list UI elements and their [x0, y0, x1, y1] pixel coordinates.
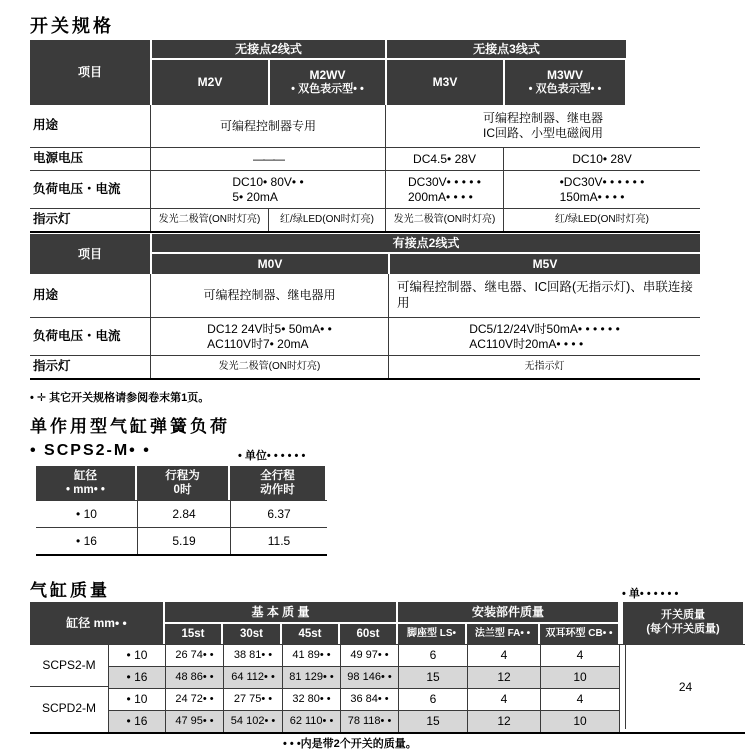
bore-value: • 10 [76, 506, 97, 521]
bore-value: • 10 [108, 645, 165, 666]
load-m3v [385, 171, 503, 208]
use-3wire-line1: 可编程控制器、继电器 [482, 111, 603, 125]
t1-col-m3v: M3V [387, 60, 503, 105]
spring-unit-label: • 单位• • • • • • [238, 450, 306, 462]
use-m0v: 可编程控制器、继电器用 [150, 274, 388, 317]
load-2wire-line1: DC10• 80V• • [232, 174, 304, 189]
mass-row-scps2-10 [108, 645, 620, 667]
t1-group-3wire: 无接点3线式 [387, 40, 626, 58]
use-2wire: 可编程控制器专用 [150, 105, 385, 147]
fullstroke-value: 6.37 [230, 501, 327, 527]
mass-col-flange: 法兰型 FA• • [467, 624, 538, 644]
load-m3wv-line2: 150mA• • • • [559, 189, 625, 204]
mass-row-scpd2-16 [108, 711, 620, 732]
mass-value: 78 118• • [340, 711, 398, 732]
load-m3wv-line1: •DC30V• • • • • • [559, 174, 645, 189]
mass-value: 24 72• • [165, 689, 223, 710]
spring-col-stroke0 [137, 466, 228, 500]
t1-row-use [30, 105, 700, 147]
use-3wire [385, 105, 700, 147]
ind-m3v: 发光二极管(ON时灯亮) [385, 209, 503, 231]
spring-table-header [36, 466, 327, 500]
mass-table-body [30, 644, 745, 734]
bore-header-line1: 缸径 [73, 469, 97, 482]
mass-value: 12 [467, 711, 540, 732]
ind-m2v: 发光二极管(ON时灯亮) [150, 209, 268, 231]
spring-model-label: • SCPS2-M• • [30, 442, 151, 459]
mass-value: 15 [398, 711, 467, 732]
m2wv-name: M2WV [309, 68, 346, 83]
bore-value: • 16 [76, 533, 97, 548]
t1-item-header: 项目 [30, 40, 150, 105]
mass-value: 4 [540, 645, 620, 666]
t1-row-indicator [30, 208, 700, 233]
load-m5v-line2: AC110V时20mA• • • • [469, 336, 584, 351]
t2-col-m0v: M0V [152, 254, 388, 274]
mass-value: 6 [398, 689, 467, 710]
model-scpd2-m: SCPD2-M [41, 700, 96, 715]
spring-load-table [36, 466, 327, 556]
mass-value: 98 146• • [340, 667, 398, 688]
ind-m5v: 无指示灯 [388, 356, 700, 378]
mass-value: 36 84• • [340, 689, 398, 710]
fullstroke-header-line2: 动作时 [260, 484, 295, 496]
switch-spec-footnote: • ✛ 其它开关规格请参阅卷末第1页。 [30, 392, 210, 404]
t2-col-m5v: M5V [390, 254, 700, 274]
m3wv-name: M3WV [546, 68, 583, 83]
psv-m3wv: DC10• 28V [503, 148, 700, 170]
bore-value: • 16 [108, 667, 165, 688]
mass-value: 26 74• • [165, 645, 223, 666]
mass-value: 49 97• • [340, 645, 398, 666]
section-title-spring-load: 单作用型气缸弹簧负荷 [30, 417, 230, 436]
t2-row-load [30, 317, 700, 355]
spring-row-16 [36, 528, 327, 554]
load-m0v-line1: DC12 24V时5• 50mA• • [207, 321, 332, 336]
psv-m3v: DC4.5• 28V [385, 148, 503, 170]
mass-row-scps2-16 [108, 667, 620, 689]
cylinder-mass-table [30, 602, 745, 734]
load-2wire-line2: 5• 20mA [232, 189, 278, 204]
mass-value: 12 [467, 667, 540, 688]
load-m5v-line1: DC5/12/24V时50mA• • • • • • [469, 321, 620, 336]
psv-2wire-dash: ——— [150, 148, 385, 170]
load-m0v-line2: AC110V时7• 20mA [207, 336, 309, 351]
mass-group-mounting: 安装部件质量 [398, 602, 618, 622]
switch-mass-header-line2: (每个开关质量) [646, 623, 720, 635]
m2wv-sub: • 双色表示型• • [291, 83, 364, 96]
mass-value: 47 95• • [165, 711, 223, 732]
mass-group-basic: 基 本 质 量 [165, 602, 396, 622]
switch-mass-value: 24 [625, 645, 745, 729]
bore-value: • 16 [108, 711, 165, 732]
mass-value: 32 80• • [282, 689, 340, 710]
m3wv-sub: • 双色表示型• • [528, 83, 602, 96]
mass-col-30st: 30st [223, 624, 280, 644]
ind-m0v: 发光二极管(ON时灯亮) [150, 356, 388, 378]
ind-m2wv: 红/绿LED(ON时灯亮) [268, 209, 385, 231]
t1-header [30, 40, 700, 105]
t1-row-psv [30, 147, 700, 170]
mass-col-45st: 45st [282, 624, 338, 644]
fullstroke-value: 11.5 [230, 528, 327, 554]
mass-value: 54 102• • [223, 711, 282, 732]
use-m5v: 可编程控制器、继电器、IC回路(无指示灯)、串联连接用 [388, 274, 700, 317]
mass-value: 62 110• • [282, 711, 340, 732]
load-m0v [150, 318, 388, 355]
row-label: 指示灯 [33, 359, 71, 374]
mass-value: 27 75• • [223, 689, 282, 710]
stroke0-value: 5.19 [137, 528, 230, 554]
bore-header-line2: • mm• • [66, 484, 105, 496]
spring-col-bore [36, 466, 135, 500]
t1-row-load [30, 170, 700, 208]
spring-row-10 [36, 501, 327, 528]
mass-value: 64 112• • [223, 667, 282, 688]
t2-item-header: 项目 [30, 234, 150, 274]
mass-col-60st: 60st [340, 624, 396, 644]
mass-value: 6 [398, 645, 467, 666]
mass-value: 4 [467, 645, 540, 666]
mass-row-scpd2-10 [108, 689, 620, 711]
mass-value: 48 86• • [165, 667, 223, 688]
row-label: 用途 [33, 287, 59, 302]
mass-table-header [30, 602, 745, 644]
t1-col-m3wv [505, 60, 625, 105]
row-label: 负荷电压・电流 [33, 181, 121, 196]
mass-value: 10 [540, 667, 620, 688]
spring-col-fullstroke [230, 466, 325, 500]
mass-value: 41 89• • [282, 645, 340, 666]
mass-col-switch [623, 602, 743, 644]
t1-col-m2v: M2V [152, 60, 268, 105]
switch-mass-header-line1: 开关质量 [660, 609, 705, 622]
t1-col-m2wv [270, 60, 385, 105]
model-scps2-m: SCPS2-M [30, 645, 108, 687]
mass-unit-label: • 单• • • • • • [622, 588, 679, 600]
mass-value: 38 81• • [223, 645, 282, 666]
use-3wire-line2: IC回路、小型电磁阀用 [482, 126, 603, 140]
t2-row-indicator [30, 355, 700, 380]
mass-value: 4 [467, 689, 540, 710]
row-label: 负荷电压・电流 [33, 328, 121, 343]
t1-group-2wire: 无接点2线式 [152, 40, 385, 58]
load-m3v-line2: 200mA• • • • [407, 189, 473, 204]
mass-value: 10 [540, 711, 620, 732]
mass-footnote: • • •内是带2个开关的质量。 [283, 738, 417, 750]
mass-value: 4 [540, 689, 620, 710]
t2-row-use [30, 274, 700, 317]
t2-group-contact-2wire: 有接点2线式 [152, 234, 700, 252]
bore-value: • 10 [108, 689, 165, 710]
load-2wire [150, 171, 385, 208]
load-m5v [388, 318, 700, 355]
mass-col-15st: 15st [165, 624, 221, 644]
mass-value: 15 [398, 667, 467, 688]
mass-col-foot: 脚座型 LS• [398, 624, 465, 644]
stroke0-value: 2.84 [137, 501, 230, 527]
ind-m3wv: 红/绿LED(ON时灯亮) [503, 209, 700, 231]
row-label: 电源电压 [33, 151, 84, 166]
row-label: 指示灯 [33, 212, 71, 227]
stroke0-header-line1: 行程为 [165, 469, 200, 482]
row-label: 用途 [33, 118, 59, 133]
load-m3v-line1: DC30V• • • • • [407, 174, 482, 189]
fullstroke-header-line1: 全行程 [260, 469, 295, 482]
mass-value: 81 129• • [282, 667, 340, 688]
section-title-switch-spec: 开关规格 [30, 16, 114, 36]
t2-header [30, 234, 700, 274]
mass-col-clevis: 双耳环型 CB• • [540, 624, 618, 644]
stroke0-header-line2: 0时 [173, 484, 192, 496]
switch-spec-tables [30, 40, 700, 405]
mass-col-bore: 缸径 mm• • [30, 602, 163, 644]
section-title-cylinder-mass: 气缸质量 [30, 581, 110, 600]
load-m3wv [503, 171, 700, 208]
